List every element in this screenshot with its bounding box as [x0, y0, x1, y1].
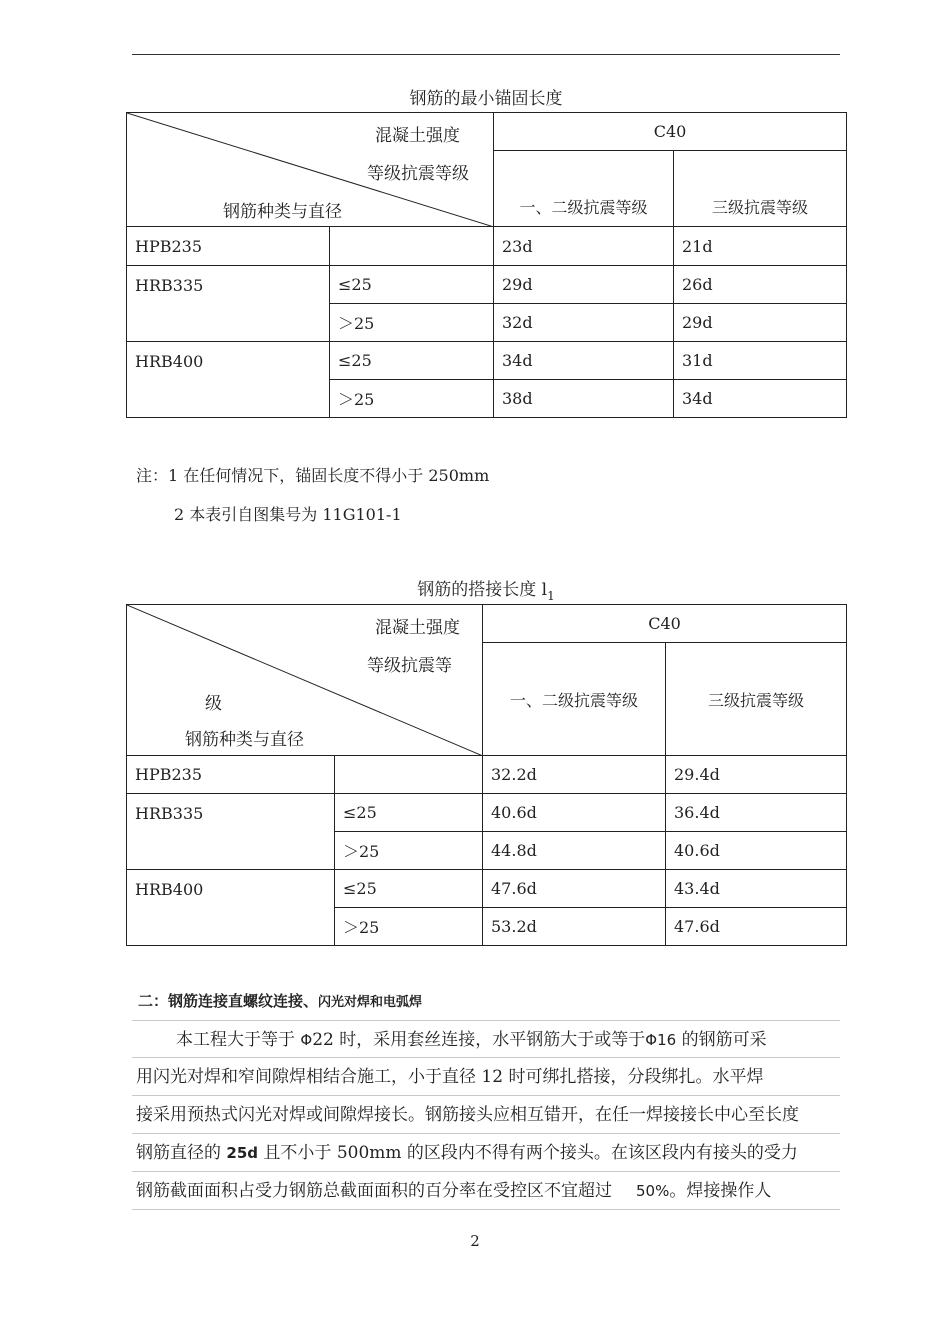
table-cell: HPB235 — [127, 227, 330, 266]
header-concrete-c40: C40 — [483, 605, 847, 643]
table-cell: 32.2d — [483, 756, 666, 794]
note-line-2: 2 本表引自图集号为 11G101-1 — [174, 505, 402, 524]
paragraph-line — [132, 1172, 840, 1210]
table-cell: ＞25 — [330, 304, 494, 342]
header-seismic-grade-tail: 级 — [205, 694, 222, 714]
table-cell: 34d — [674, 380, 847, 418]
table-cell: 21d — [674, 227, 847, 266]
text-run: 。焊接操作人 — [669, 1181, 772, 1201]
paragraph-line: 接采用预热式闪光对焊或间隙焊接长。钢筋接头应相互错开，在任一焊接接长中心至长度 — [132, 1096, 840, 1134]
table-cell: 43.4d — [666, 870, 847, 908]
table1-header-diagonal-cell — [127, 113, 494, 227]
header-rebar-type: 钢筋种类与直径 — [223, 202, 342, 222]
header-rebar-type: 钢筋种类与直径 — [185, 730, 304, 750]
text-run: 且不小于 500mm 的区段内不得有两个接头。在该区段内有接头的受力 — [258, 1143, 798, 1163]
paragraph-line — [132, 1134, 840, 1172]
table2-caption — [132, 575, 840, 603]
table-cell: HRB335 — [127, 266, 330, 342]
table-cell — [335, 756, 483, 794]
text-run: Φ16 — [645, 1031, 677, 1049]
paragraph-line — [132, 1020, 840, 1058]
text-run: 25d — [226, 1144, 259, 1162]
header-grade-1-2: 一、二级抗震等级 — [494, 151, 674, 227]
table-cell: 36.4d — [666, 794, 847, 832]
header-seismic-grade: 等级抗震等 — [367, 656, 452, 676]
text-run: 钢筋直径的 — [136, 1143, 227, 1163]
header-concrete-c40: C40 — [494, 113, 847, 151]
lap-length-table — [126, 604, 847, 946]
table-cell — [330, 227, 494, 266]
table-cell: HRB400 — [127, 342, 330, 418]
header-grade-3: 三级抗震等级 — [674, 151, 847, 227]
table-cell: 29.4d — [666, 756, 847, 794]
table-cell: 32d — [494, 304, 674, 342]
table-cell: ≤25 — [330, 266, 494, 304]
note-line-1: 注：1 在任何情况下，锚固长度不得小于 250mm — [136, 466, 490, 485]
section-heading-sub: 闪光对焊和电弧焊 — [318, 995, 423, 1010]
paragraph-line: 用闪光对焊和窄间隙焊相结合施工，小于直径 12 时可绑扎搭接，分段绑扎。水平焊 — [132, 1058, 840, 1096]
header-concrete-strength: 混凝土强度 — [375, 618, 460, 638]
table2-caption-text: 钢筋的搭接长度 l — [417, 580, 548, 600]
table-cell: ≤25 — [335, 794, 483, 832]
table-cell: 31d — [674, 342, 847, 380]
section-heading-main: 二：钢筋连接直螺纹连接、 — [138, 992, 319, 1010]
header-concrete-strength: 混凝土强度 — [375, 126, 460, 146]
table-cell: 47.6d — [666, 908, 847, 946]
body-paragraph — [132, 1020, 840, 1210]
text-run: 50% — [636, 1182, 670, 1200]
table-cell: 23d — [494, 227, 674, 266]
table1-caption: 钢筋的最小锚固长度 — [409, 89, 563, 109]
table-cell: 44.8d — [483, 832, 666, 870]
header-seismic-grade: 等级抗震等级 — [367, 164, 469, 184]
table-cell: 26d — [674, 266, 847, 304]
text-run: 的钢筋可采 — [676, 1030, 767, 1050]
table-cell: 40.6d — [483, 794, 666, 832]
table-cell: 29d — [674, 304, 847, 342]
table2-header-diagonal-cell — [127, 605, 483, 756]
text-run: Φ — [300, 1031, 313, 1049]
header-grade-3: 三级抗震等级 — [666, 643, 847, 756]
table-cell: 53.2d — [483, 908, 666, 946]
table-cell: ＞25 — [335, 832, 483, 870]
section-heading — [138, 990, 422, 1011]
text-run: 22 时，采用套丝连接，水平钢筋大于或等于 — [312, 1030, 646, 1050]
table-cell: HRB400 — [127, 870, 335, 946]
text-run: 本工程大于等于 — [176, 1030, 301, 1050]
table-cell: 38d — [494, 380, 674, 418]
text-run: 钢筋截面面积占受力钢筋总截面面积的百分率在受控区不宜超过 — [136, 1181, 612, 1201]
page-number: 2 — [470, 1232, 480, 1250]
table-cell: ≤25 — [330, 342, 494, 380]
header-rule — [132, 54, 840, 55]
table2-caption-subscript: 1 — [547, 589, 555, 603]
table-cell: HPB235 — [127, 756, 335, 794]
table-cell: ≤25 — [335, 870, 483, 908]
table-cell: HRB335 — [127, 794, 335, 870]
table-cell: ＞25 — [335, 908, 483, 946]
table-cell: 47.6d — [483, 870, 666, 908]
table-cell: 40.6d — [666, 832, 847, 870]
header-grade-1-2: 一、二级抗震等级 — [483, 643, 666, 756]
table-cell: 34d — [494, 342, 674, 380]
table-cell: ＞25 — [330, 380, 494, 418]
table-cell: 29d — [494, 266, 674, 304]
anchorage-length-table — [126, 112, 847, 418]
